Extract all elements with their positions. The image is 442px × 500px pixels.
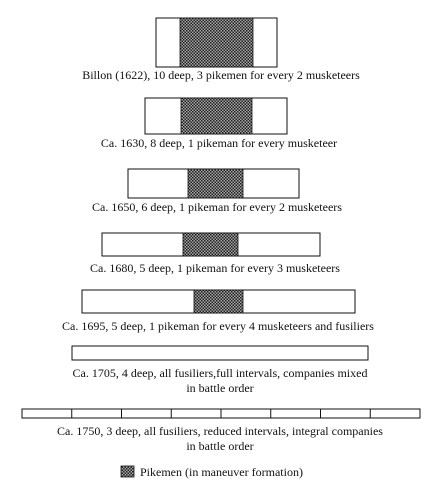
formation-1-pikemen — [180, 18, 253, 67]
legend-pikemen-swatch — [121, 466, 134, 477]
caption-line: Ca. 1750, 3 deep, all fusiliers, reduced intervals, integral companies — [57, 424, 383, 438]
formation-7-caption — [57, 424, 383, 453]
formation-3-caption: Ca. 1650, 6 deep, 1 pikeman for every 2 musketeers — [92, 200, 342, 214]
legend — [121, 465, 303, 479]
formation-2-pikemen — [181, 98, 252, 134]
formation-3-pikemen — [188, 169, 243, 198]
formation-5-pikemen — [194, 290, 243, 313]
formation-1-caption: Billon (1622), 10 deep, 3 pikemen for every 2 musketeers — [82, 68, 360, 82]
formation-6-line — [72, 346, 368, 360]
formation-4 — [90, 233, 340, 275]
formation-3 — [92, 169, 342, 214]
formation-6 — [72, 346, 368, 395]
formation-1 — [82, 18, 360, 82]
caption-line: Ca. 1705, 4 deep, all fusiliers,full intervals, companies mixed — [72, 366, 368, 380]
formation-7 — [22, 409, 420, 453]
formation-6-caption — [73, 366, 368, 395]
formation-2 — [101, 98, 337, 150]
legend-label: Pikemen (in maneuver formation) — [140, 465, 303, 479]
formation-4-pikemen — [183, 233, 238, 256]
formation-5 — [62, 290, 374, 333]
caption-line: in battle order — [186, 381, 254, 395]
formation-5-caption: Ca. 1695, 5 deep, 1 pikeman for every 4 musketeers and fusiliers — [62, 319, 374, 333]
formation-2-caption: Ca. 1630, 8 deep, 1 pikeman for every musketeer — [100, 136, 338, 150]
caption-line: in battle order — [186, 439, 254, 453]
formation-4-caption: Ca. 1680, 5 deep, 1 pikeman for every 3 musketeers — [90, 261, 340, 275]
